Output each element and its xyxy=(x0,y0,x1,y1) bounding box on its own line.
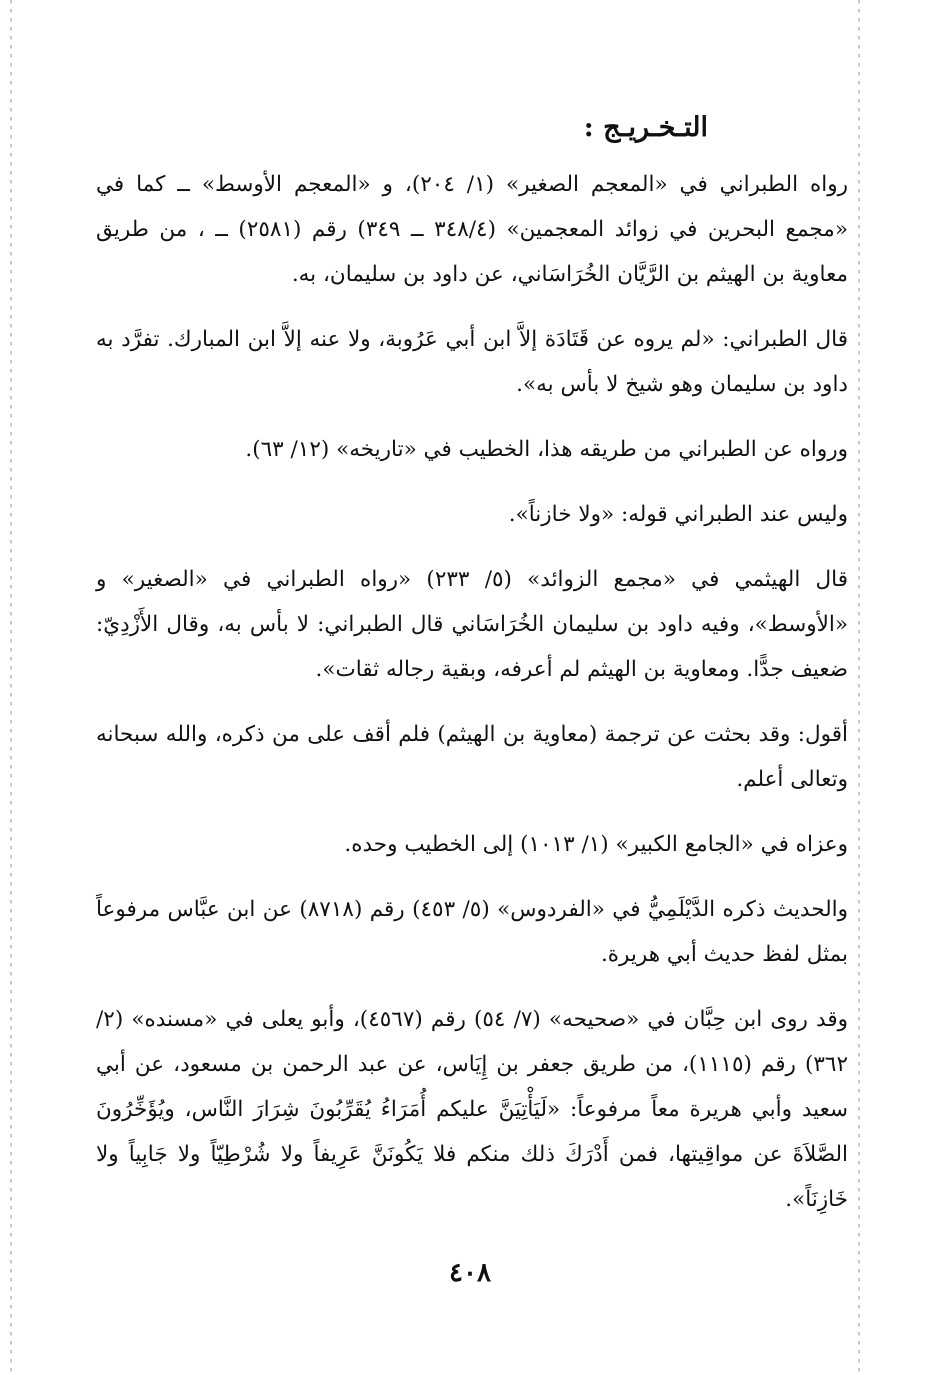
paragraph-5: قال الهيثمي في «مجمع الزوائد» (٥/ ٢٣٣) «رواه الطبراني في «الصغير» و «الأوسط»، وفيه داود بن سليمان الخُرَاسَاني قال الطبراني: لا بأس به، وقال الأَزْدِيّ: ضعيف جدًّا. ومعاوية بن الهيثم لم أعرفه، وبقية رجاله ثقات». xyxy=(96,567,849,682)
paragraph-3: ورواه عن الطبراني من طريقه هذا، الخطيب في «تاريخه» (١٢/ ٦٣). xyxy=(245,437,848,462)
paragraph-9: وقد روى ابن حِبَّان في «صحيحه» (٧/ ٥٤) رقم (٤٥٦٧)، وأبو يعلى في «مسنده» (٢/ ٣٦٢) رقم (١١١٥)، من طريق جعفر بن إِيَاس، عن عبد الرحمن بن مسعود، عن أبي سعيد وأبي هريرة معاً مرفوعاً: «لَيَأْتِيَنَّ عليكم أُمَرَاءُ يُقَرِّبُونَ شِرَارَ النَّاس، ويُؤَخِّرُونَ الصَّلاَةَ عن مواقِيتها، فمن أَدْرَكَ ذلك منكم فلا يَكُونَنَّ عَرِيفاً ولا شُرْطِيّاً ولا جَابِياً ولا خَازِنَاً». xyxy=(96,1007,848,1212)
paragraph-6: أقول: وقد بحثت عن ترجمة (معاوية بن الهيثم) فلم أقف على من ذكره، والله سبحانه وتعالى أعلم. xyxy=(96,722,848,792)
paragraph-2: قال الطبراني: «لم يروه عن قَتَادَة إلاَّ ابن أبي عَرُوبة، ولا عنه إلاَّ ابن المبارك. تفرَّد به داود بن سليمان وهو شيخ لا بأس به». xyxy=(96,327,848,397)
paragraph-4: وليس عند الطبراني قوله: «ولا خازناً». xyxy=(508,502,848,527)
body-text xyxy=(96,108,848,1242)
scan-edge-left xyxy=(10,0,12,1375)
paragraph-7: وعزاه في «الجامع الكبير» (١/ ١٠١٣) إلى الخطيب وحده. xyxy=(344,832,848,857)
paragraph-1: رواه الطبراني في «المعجم الصغير» (١/ ٢٠٤)، و «المعجم الأوسط» ــ كما في «مجمع البحرين في زوائد المعجمين» (٣٤٨/٤ ــ ٣٤٩) رقم (٢٥٨١) ــ ، من طريق معاوية بن الهيثم بن الرَّيَّان الخُرَاسَاني، عن داود بن سليمان، به. xyxy=(96,172,849,287)
section-heading: التـخـريـج : xyxy=(583,112,708,143)
paragraph-8: والحديث ذكره الدَّيْلَمِيُّ في «الفردوس» (٥/ ٤٥٣) رقم (٨٧١٨) عن ابن عبَّاس مرفوعاً بمثل لفظ حديث أبي هريرة. xyxy=(96,897,849,967)
scan-edge-right xyxy=(858,0,860,1375)
page-number: ٤٠٨ xyxy=(449,1258,491,1288)
